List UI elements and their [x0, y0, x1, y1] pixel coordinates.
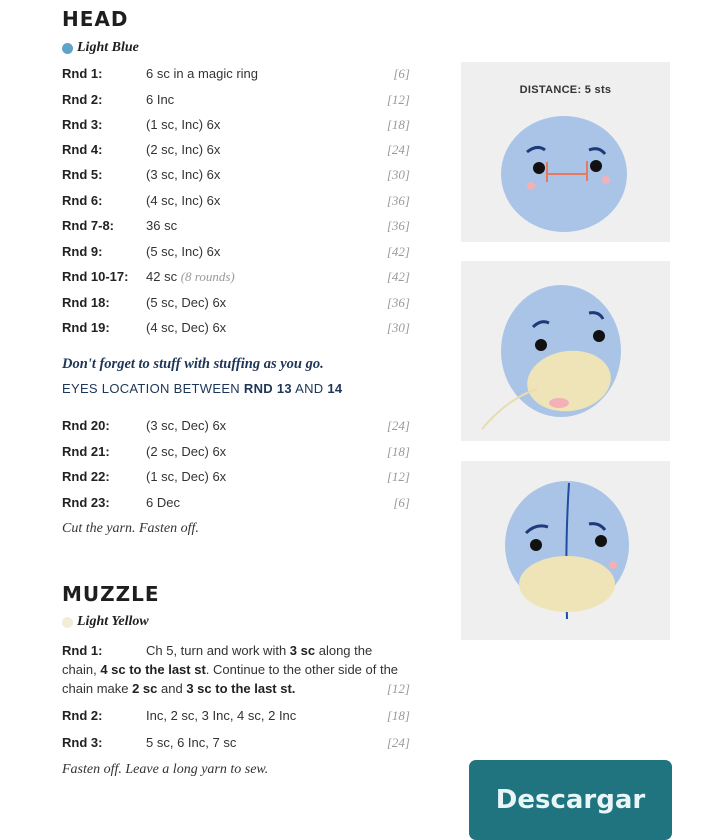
round-label: Rnd 4: [62, 142, 103, 157]
round-label: Rnd 23: [62, 495, 110, 510]
light-blue-swatch-icon [62, 43, 73, 54]
photo-eye-distance [461, 62, 670, 242]
round-label: Rnd 1: [62, 66, 103, 81]
round-row [62, 218, 410, 238]
stitch-count: [24] [386, 735, 410, 750]
round-row [62, 244, 410, 264]
head-color-name: Light Blue [77, 40, 139, 55]
stitch-count: [6] [393, 495, 410, 510]
round-row [62, 92, 410, 112]
round-instruction: (4 sc, Dec) 6x [146, 320, 227, 335]
stitch-count: [24] [386, 418, 410, 433]
photo-muzzle-pinned [461, 261, 670, 441]
round-row [62, 495, 410, 515]
round-instruction: (3 sc, Dec) 6x [146, 418, 227, 433]
round-label: Rnd 18: [62, 295, 110, 310]
round-instruction: Inc, 2 sc, 3 Inc, 4 sc, 2 Inc [146, 708, 297, 723]
round-row [62, 193, 410, 213]
stitch-count: [36] [386, 193, 410, 208]
muzzle-round-1 [62, 641, 410, 698]
eyes-mid: AND [291, 381, 328, 396]
round-instruction: (4 sc, Inc) 6x [146, 193, 221, 208]
stitch-count: [42] [386, 269, 410, 284]
round-instruction: (5 sc, Dec) 6x [146, 295, 227, 310]
stitch-count: [12] [386, 469, 410, 484]
muzzle-color-name: Light Yellow [77, 614, 149, 629]
crochet-head-image [461, 261, 670, 441]
stitch-count: [18] [386, 708, 410, 723]
muzzle-color-label [62, 614, 149, 630]
round-row [62, 735, 410, 755]
stitch-count: [18] [386, 444, 410, 459]
round-label: Rnd 22: [62, 469, 110, 484]
round-label: Rnd 3: [62, 735, 103, 750]
muzzle-closing-note: Fasten off. Leave a long yarn to sew. [62, 762, 269, 777]
round-row [62, 269, 410, 289]
head-color-label [62, 40, 139, 56]
round-instruction: (1 sc, Inc) 6x [146, 117, 221, 132]
stitch-count: [36] [386, 295, 410, 310]
round-row [62, 418, 410, 438]
round-label: Rnd 5: [62, 167, 103, 182]
instruction-text: . Continue to the other side of the chain make [62, 662, 399, 696]
head-closing-note: Cut the yarn. Fasten off. [62, 521, 199, 536]
round-label: Rnd 7-8: [62, 218, 114, 233]
round-row [62, 167, 410, 187]
round-label: Rnd 2: [62, 708, 103, 723]
instruction-bold: 3 sc [289, 643, 316, 658]
photo-muzzle-sewn [461, 461, 670, 640]
round-instruction: (3 sc, Inc) 6x [146, 167, 221, 182]
round-label: Rnd 3: [62, 117, 103, 132]
round-row [62, 708, 410, 728]
instruction-bold: 3 sc to the last st. [186, 681, 296, 696]
crochet-head-image [461, 461, 670, 640]
round-instruction: 6 Dec [146, 495, 180, 510]
stitch-count: [24] [386, 142, 410, 157]
round-label: Rnd 20: [62, 418, 110, 433]
light-yellow-swatch-icon [62, 617, 73, 628]
round-label: Rnd 6: [62, 193, 103, 208]
round-row [62, 320, 410, 340]
round-row [62, 295, 410, 315]
round-instruction: 36 sc [146, 218, 178, 233]
round-label: Rnd 1: [62, 643, 103, 658]
stitch-count: [42] [386, 244, 410, 259]
round-instruction: 5 sc, 6 Inc, 7 sc [146, 735, 237, 750]
stitch-count: [18] [386, 117, 410, 132]
round-instruction: 6 Inc [146, 92, 175, 107]
instruction-text: Ch 5, turn and work with [146, 643, 290, 658]
round-instruction [146, 269, 235, 285]
stitch-count: [6] [393, 66, 410, 81]
round-row [62, 469, 410, 489]
round-instruction: 6 sc in a magic ring [146, 66, 258, 81]
round-label: Rnd 19: [62, 320, 110, 335]
round-note: (8 rounds) [180, 269, 235, 284]
download-button[interactable]: Descargar [469, 760, 672, 840]
stitch-count: [36] [386, 218, 410, 233]
round-row [62, 66, 410, 86]
round-label: Rnd 2: [62, 92, 103, 107]
instruction-text: along the chain, [62, 643, 373, 677]
muzzle-section-title: MUZZLE [62, 582, 160, 606]
round-instruction: (1 sc, Dec) 6x [146, 469, 227, 484]
stuffing-tip: Don't forget to stuff with stuffing as you go. [62, 356, 324, 372]
round-instruction-text: 42 sc [146, 269, 178, 284]
head-section-title: HEAD [62, 7, 129, 31]
eyes-location-note [62, 381, 342, 396]
instruction-bold: 2 sc [132, 681, 158, 696]
stitch-count: [12] [386, 681, 410, 696]
round-label: Rnd 10-17: [62, 269, 129, 284]
eyes-prefix: EYES LOCATION BETWEEN [62, 381, 244, 396]
round-row [62, 117, 410, 137]
eyes-rnd-a: RND 13 [243, 381, 292, 396]
round-label: Rnd 9: [62, 244, 103, 259]
round-instruction: (5 sc, Inc) 6x [146, 244, 221, 259]
round-instruction: (2 sc, Dec) 6x [146, 444, 227, 459]
stitch-count: [12] [386, 92, 410, 107]
stitch-count: [30] [386, 167, 410, 182]
instruction-text: and [157, 681, 187, 696]
round-row [62, 444, 410, 464]
round-row [62, 142, 410, 162]
stitch-count: [30] [386, 320, 410, 335]
photo-caption: DISTANCE: 5 sts [519, 84, 612, 96]
round-label: Rnd 21: [62, 444, 110, 459]
instruction-bold: 4 sc to the last st [100, 662, 206, 677]
round-instruction: (2 sc, Inc) 6x [146, 142, 221, 157]
eyes-rnd-b: 14 [327, 381, 343, 396]
